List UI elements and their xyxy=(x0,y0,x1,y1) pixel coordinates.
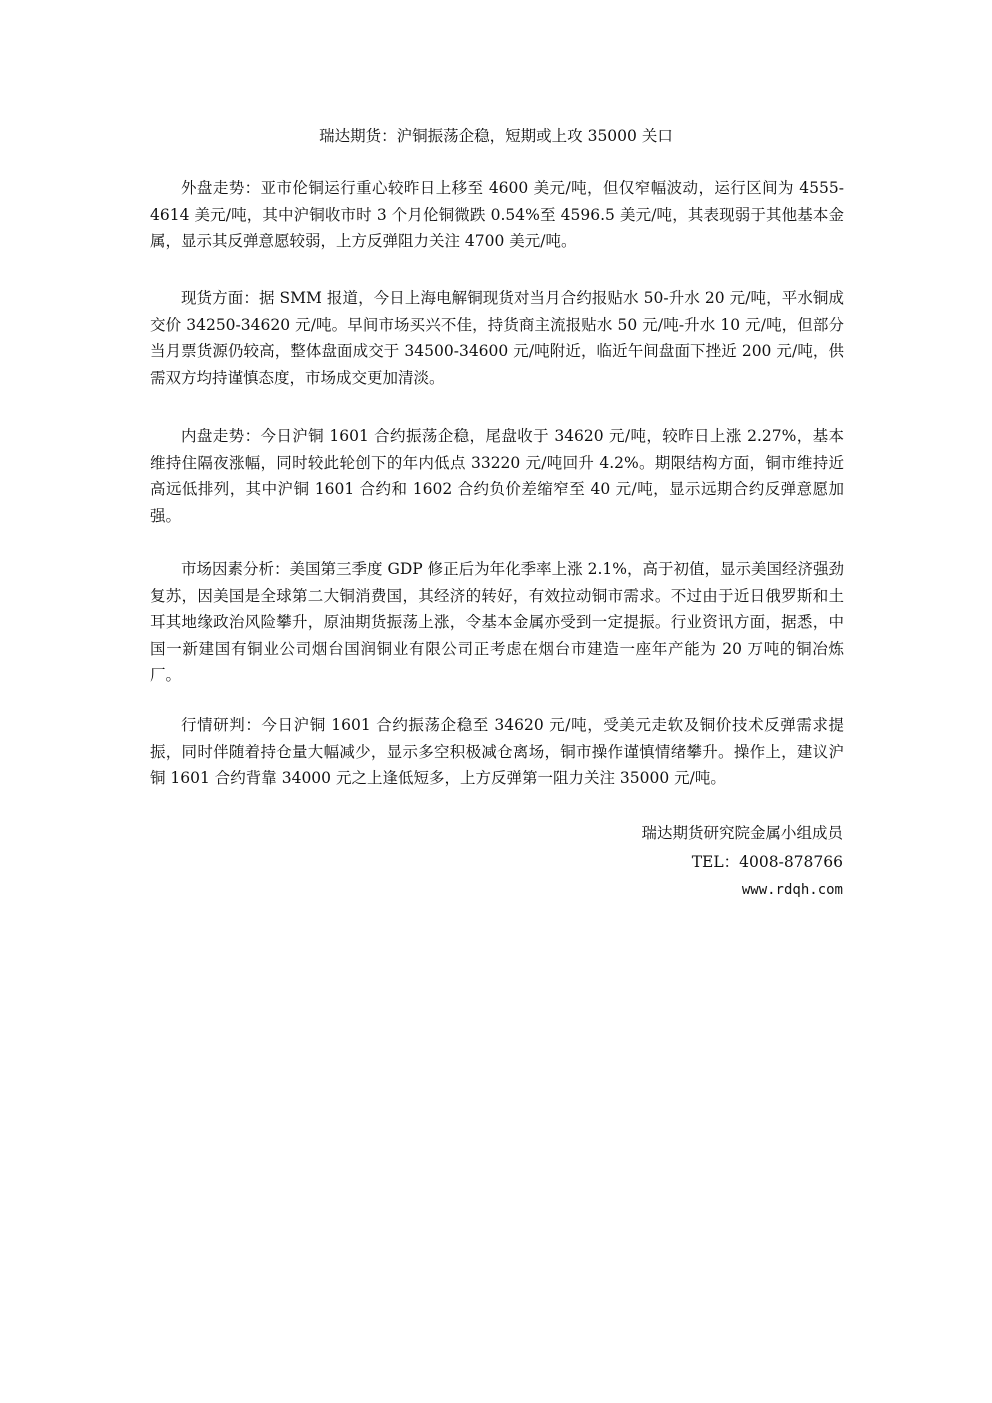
page-title: 瑞达期货：沪铜振荡企稳，短期或上攻 35000 关口 xyxy=(319,127,673,145)
paragraph-overseas-market: 外盘走势：亚市伦铜运行重心较昨日上移至 4600 美元/吨，但仅窄幅波动，运行区间为 4555-4614 美元/吨，其中沪铜收市时 3 个月伦铜微跌 0.54%至 4596.5 美元/吨，其表现弱于其他基本金属，显示其反弹意愿较弱，上方反弹阻力关注 4700 美元/吨。 xyxy=(150,179,844,250)
signature-telephone: TEL：4008-878766 xyxy=(691,853,843,871)
paragraph-outlook: 行情研判：今日沪铜 1601 合约振荡企稳至 34620 元/吨，受美元走软及铜价技术反弹需求提振，同时伴随着持仓量大幅减少，显示多空积极减仓离场，铜市操作谨慎情绪攀升。操作上，建议沪铜 1601 合约背靠 34000 元之上逢低短多，上方反弹第一阻力关注 35000 元/吨。 xyxy=(150,716,844,787)
paragraph-domestic-market: 内盘走势：今日沪铜 1601 合约振荡企稳，尾盘收于 34620 元/吨，较昨日上涨 2.27%，基本维持住隔夜涨幅，同时较此轮创下的年内低点 33220 元/吨回升 4.2%。期限结构方面，铜市维持近高远低排列，其中沪铜 1601 合约和 1602 合约负价差缩窄至 40 元/吨，显示远期合约反弹意愿加强。 xyxy=(150,427,844,525)
signature-organization: 瑞达期货研究院金属小组成员 xyxy=(641,824,843,842)
signature-website: www.rdqh.com xyxy=(741,882,843,898)
paragraph-market-factors: 市场因素分析：美国第三季度 GDP 修正后为年化季率上涨 2.1%，高于初值，显示美国经济强劲复苏，因美国是全球第二大铜消费国，其经济的转好，有效拉动铜市需求。不过由于近日俄罗斯和土耳其地缘政治风险攀升，原油期货振荡上涨，令基本金属亦受到一定提振。行业资讯方面，据悉，中国一新建国有铜业公司烟台国润铜业有限公司正考虑在烟台市建造一座年产能为 20 万吨的铜冶炼厂。 xyxy=(150,560,844,684)
paragraph-spot-market: 现货方面：据 SMM 报道，今日上海电解铜现货对当月合约报贴水 50-升水 20 元/吨，平水铜成交价 34250-34620 元/吨。早间市场买兴不佳，持货商主流报贴水 50 元/吨-升水 10 元/吨，但部分当月票货源仍较高，整体盘面成交于 34500-34600 元/吨附近，临近午间盘面下挫近 200 元/吨，供需双方均持谨慎态度，市场成交更加清淡。 xyxy=(150,289,844,387)
